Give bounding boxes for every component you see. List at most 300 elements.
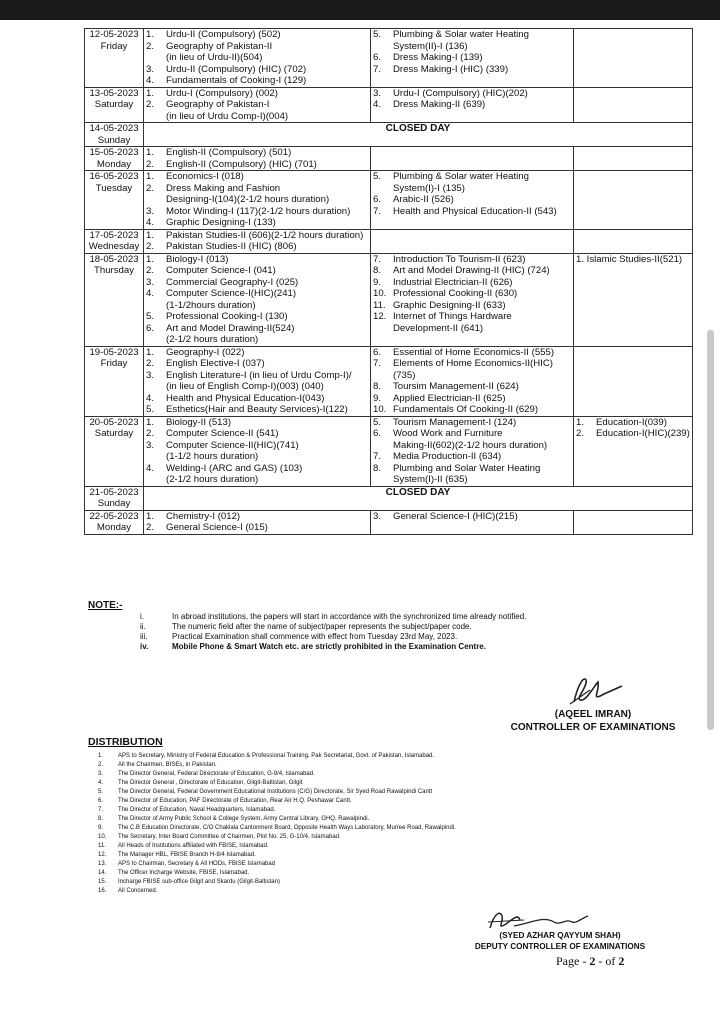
distribution-text: The Secretary, Inter Board Committee of Chairmen, Plot No. 25, G-10/4, Islamabad. xyxy=(118,834,341,840)
subject-item xyxy=(144,440,370,452)
subject-number: 1. xyxy=(146,171,155,182)
distribution-number: 15. xyxy=(98,879,107,885)
distribution-item xyxy=(98,806,456,815)
distribution-item xyxy=(98,824,456,833)
note-item xyxy=(140,622,526,632)
subject-text: Health and Physical Education-II (543) xyxy=(393,205,557,217)
exam-date: 15-05-2023 xyxy=(89,147,139,158)
subject-text: Dress Making-I (HIC) (339) xyxy=(393,63,509,75)
subject-number: 5. xyxy=(373,416,382,428)
subject-number: 10. xyxy=(373,288,387,299)
subject-item xyxy=(371,29,573,41)
subjects-cell xyxy=(574,147,693,171)
distribution-item xyxy=(98,842,456,851)
subject-number xyxy=(146,111,166,123)
exam-day: Monday xyxy=(96,158,132,170)
exam-date: 18-05-2023 xyxy=(89,253,139,265)
distribution-item xyxy=(98,779,456,788)
exam-date: 13-05-2023 xyxy=(89,87,139,99)
subject-item xyxy=(371,52,573,64)
subject-text: Plumbing & Solar water Heating xyxy=(393,171,529,182)
distribution-text: All Heads of Institutions affiliated with FBISE, Islamabad. xyxy=(118,843,269,849)
exam-date: 20-05-2023 xyxy=(89,416,139,428)
subject-item xyxy=(144,511,370,523)
subject-text: Computer Science-II (541) xyxy=(166,428,279,439)
subject-item xyxy=(371,64,573,76)
subject-number xyxy=(146,52,166,64)
subject-text: Fundamentals Of Cooking-II (629) xyxy=(393,404,539,415)
subject-item xyxy=(371,99,573,111)
exam-schedule-table xyxy=(84,28,693,535)
schedule-row xyxy=(85,510,693,534)
subjects-cell xyxy=(371,229,574,253)
subject-text: (in lieu of English Comp-I)(003) (040) xyxy=(166,381,324,392)
subject-item xyxy=(371,88,573,100)
subject-text: (1-1/2hours duration) xyxy=(166,299,256,311)
subject-item xyxy=(371,404,573,416)
subject-number: 2. xyxy=(146,265,155,276)
distribution-number: 7. xyxy=(98,807,104,813)
subject-number: 5. xyxy=(146,311,155,322)
date-cell xyxy=(85,229,144,253)
subject-text: Tourism Management-I (124) xyxy=(393,416,517,428)
distribution-number: 14. xyxy=(98,870,107,876)
subject-item xyxy=(371,277,573,289)
subject-number: 1. xyxy=(146,29,155,40)
subject-text: Making-II(602)(2-1/2 hours duration) xyxy=(393,439,548,451)
subject-number: 1. xyxy=(146,510,155,522)
schedule-row xyxy=(85,229,693,253)
exam-day: Friday xyxy=(100,358,128,369)
subject-number: 6. xyxy=(373,346,382,358)
subject-text: Elements of Home Economics-II(HIC)(735) xyxy=(393,358,553,381)
top-bar xyxy=(0,0,720,20)
subjects-cell xyxy=(371,346,574,416)
subject-text: Urdu-I (Compulsory) (HIC)(202) xyxy=(393,87,528,99)
subject-number: 7. xyxy=(373,358,382,369)
distribution-text: APS to Chairman, Secretary & All HODs, FBISE Islamabad xyxy=(118,861,276,867)
subject-number: 6. xyxy=(146,322,155,334)
distribution-number: 2. xyxy=(98,762,104,768)
subject-text: Designing-I(104)(2-1/2 hours duration) xyxy=(166,194,330,205)
note-item xyxy=(140,632,526,642)
subject-number: 5. xyxy=(373,29,382,40)
subject-text: Professional Cooking-II (630) xyxy=(393,288,518,299)
page-number xyxy=(556,954,624,969)
subjects-cell xyxy=(144,87,371,123)
subject-number: 3. xyxy=(146,439,155,451)
subject-item xyxy=(371,451,573,463)
subjects-cell xyxy=(574,510,693,534)
subject-text: Urdu-I (Compulsory) (002) xyxy=(166,87,278,99)
subject-number: 8. xyxy=(373,265,382,276)
subject-text: Biology-I (013) xyxy=(166,253,229,265)
subject-text: Media Production-II (634) xyxy=(393,451,502,462)
note-number: i. xyxy=(140,612,144,621)
schedule-row xyxy=(85,171,693,230)
subject-text: Toursim Management-II (624) xyxy=(393,381,519,392)
distribution-text: The Director General, Federal Government Educational Institutions (C/G) Directorate, Sir Syed Road Rawalpindi Cantt xyxy=(118,789,433,795)
subject-item xyxy=(371,254,573,266)
subject-number: 9. xyxy=(373,276,382,288)
subjects-cell xyxy=(574,29,693,88)
subject-item xyxy=(144,41,370,53)
subject-text: Pakistan Studies-II (606)(2-1/2 hours duration) xyxy=(166,229,364,241)
subject-item xyxy=(371,311,573,323)
subject-number: 1. xyxy=(146,416,155,428)
subject-text: Plumbing & Solar water Heating xyxy=(393,29,529,40)
subject-text: English Elective-I (037) xyxy=(166,358,265,369)
subject-item xyxy=(144,417,370,429)
note-item xyxy=(140,642,526,652)
exam-date: 19-05-2023 xyxy=(89,346,139,358)
subject-number: 4. xyxy=(146,462,155,474)
subject-item xyxy=(371,288,573,300)
distribution-item xyxy=(98,851,456,860)
subject-number xyxy=(373,323,393,335)
subject-number xyxy=(146,334,166,346)
schedule-row xyxy=(85,87,693,123)
subject-item xyxy=(371,474,573,486)
subject-text: Computer Science-I (041) xyxy=(166,265,276,276)
note-number: iii. xyxy=(140,632,148,641)
note-text: The numeric field after the name of subject/paper represents the subject/paper code. xyxy=(172,622,472,631)
distribution-number: 5. xyxy=(98,789,104,795)
distribution-number: 12. xyxy=(98,852,107,858)
subject-number xyxy=(146,194,166,206)
subject-number: 3. xyxy=(146,369,155,381)
subject-number xyxy=(373,41,393,53)
distribution-text: Incharge FBISE sub-office Gilgit and Skardu (Gilgit-Baltistan) xyxy=(118,879,280,885)
distribution-text: The Director General , Directorate of Education, Gilgit-Baltistan, Gilgit xyxy=(118,780,303,786)
distribution-number: 13. xyxy=(98,861,107,867)
subject-text: Graphic Designing-I (133) xyxy=(166,217,276,228)
subject-item xyxy=(371,417,573,429)
subject-text: System(II)-I (136) xyxy=(393,40,468,52)
subject-item xyxy=(371,41,573,53)
subject-number: 2. xyxy=(146,428,155,439)
closed-day-cell: CLOSED DAY xyxy=(144,486,693,510)
subject-item xyxy=(144,254,370,266)
subject-number xyxy=(146,300,166,312)
subject-number: 3. xyxy=(146,276,155,288)
distribution-text: All the Chairmen, BISEs, in Pakistan. xyxy=(118,762,217,768)
exam-date: 16-05-2023 xyxy=(89,171,139,182)
scrollbar[interactable] xyxy=(707,330,714,730)
subjects-cell xyxy=(144,229,371,253)
page-prefix: Page - xyxy=(556,954,587,968)
subject-text: Dress Making-II (639) xyxy=(393,99,486,110)
subject-item xyxy=(144,451,370,463)
subject-item xyxy=(144,404,370,416)
subject-number: 5. xyxy=(146,404,155,415)
subject-number: 1. xyxy=(146,229,155,241)
subject-number: 1. xyxy=(146,346,155,358)
schedule-row xyxy=(85,346,693,416)
exam-day: Saturday xyxy=(94,428,134,439)
subject-text: Esthetics(Hair and Beauty Services)-I(122) xyxy=(166,404,348,415)
subject-number: 2. xyxy=(146,522,155,533)
exam-day: Monday xyxy=(96,522,132,533)
subjects-cell xyxy=(371,29,574,88)
subject-number xyxy=(146,451,166,463)
subject-number: 6. xyxy=(373,428,382,439)
date-cell xyxy=(85,147,144,171)
subject-number xyxy=(373,440,393,452)
subject-item xyxy=(144,111,370,123)
subjects-cell xyxy=(371,87,574,123)
subject-number: 7. xyxy=(373,451,382,462)
subject-text: Development-II (641) xyxy=(393,322,484,334)
subject-number: 4. xyxy=(146,392,155,404)
subject-item xyxy=(144,393,370,405)
exam-date: 21-05-2023 xyxy=(89,486,139,498)
subject-number: 7. xyxy=(373,205,382,217)
subject-text: Chemistry-I (012) xyxy=(166,510,241,522)
schedule-row xyxy=(85,253,693,346)
subject-item xyxy=(144,323,370,335)
subject-text: Arabic-II (526) xyxy=(393,194,454,205)
controller-name: (AQEEL IMRAN) xyxy=(554,709,632,720)
subject-number: 1. xyxy=(146,253,155,265)
subject-number: 11. xyxy=(373,299,386,311)
subject-item xyxy=(144,230,370,242)
subjects-cell xyxy=(574,171,693,230)
subject-text: Essential of Home Economics-II (555) xyxy=(393,346,555,358)
subject-text: Computer Science-II(HIC)(741) xyxy=(166,439,299,451)
subject-text: Education-I(039) xyxy=(596,416,667,428)
exam-date: 17-05-2023 xyxy=(89,229,139,241)
date-cell xyxy=(85,486,144,510)
subject-text: English-II (Compulsory) (501) xyxy=(166,147,292,158)
subject-text: Introduction To Tourism-II (623) xyxy=(393,253,526,265)
subject-item xyxy=(574,254,692,266)
date-cell xyxy=(85,87,144,123)
subject-text: (2-1/2 hours duration) xyxy=(166,474,259,485)
distribution-item xyxy=(98,878,456,887)
subject-item xyxy=(144,171,370,183)
distribution-text: The C.B Education Directorate, C/O Chaklala Cantonment Board, Opposite Health Ways Laboratory, Murree Road, Rawalpindi. xyxy=(118,825,456,831)
subject-text: (in lieu of Urdu Comp-I)(004) xyxy=(166,110,289,122)
subjects-cell xyxy=(144,416,371,486)
distribution-item xyxy=(98,860,456,869)
subject-item xyxy=(371,206,573,218)
subject-text: Plumbing and Solar Water Heating xyxy=(393,462,541,474)
subject-text: Art and Model Drawing-II (HIC) (724) xyxy=(393,265,550,276)
subject-item xyxy=(371,347,573,359)
note-heading: NOTE:- xyxy=(88,600,123,611)
subject-number: 6. xyxy=(373,52,382,63)
subject-number: 4. xyxy=(146,288,155,299)
distribution-heading: DISTRIBUTION xyxy=(88,736,163,748)
subject-text: Dress Making and Fashion xyxy=(166,182,281,194)
controller-block xyxy=(508,708,678,734)
distribution-text: APS to Secretary, Ministry of Federal Education & Professional Training, Pak Secretariat, Govt. of Pakistan, Islamabad. xyxy=(118,753,435,759)
subject-item xyxy=(144,265,370,277)
subject-item xyxy=(144,347,370,359)
subject-number: 2. xyxy=(146,99,155,110)
subject-number: 1. xyxy=(146,87,155,99)
subject-item xyxy=(144,206,370,218)
subjects-cell xyxy=(574,87,693,123)
subject-text: (2-1/2 hours duration) xyxy=(166,334,259,345)
subjects-cell xyxy=(371,253,574,346)
subject-text: Art and Model Drawing-II(524) xyxy=(166,322,295,334)
subject-number: 5. xyxy=(373,171,382,182)
distribution-item xyxy=(98,815,456,824)
subject-number xyxy=(146,474,166,486)
subjects-cell xyxy=(574,346,693,416)
distribution-text: The Manager HBL, FBISE Branch H-8/4 Islamabad. xyxy=(118,852,256,858)
page-sep: - of xyxy=(598,954,616,968)
subject-item xyxy=(144,358,370,370)
subject-text: English-II (Compulsory) (HIC) (701) xyxy=(166,158,317,170)
subject-item xyxy=(144,463,370,475)
note-text: In abroad institutions, the papers will start in accordance with the synchronized time already notified. xyxy=(172,612,527,621)
subject-text: Industrial Electrician-II (626) xyxy=(393,276,513,288)
subject-number: 8. xyxy=(373,381,382,392)
distribution-item xyxy=(98,770,456,779)
subject-item xyxy=(371,171,573,183)
subject-item xyxy=(144,311,370,323)
controller-signature xyxy=(560,672,630,708)
subjects-cell xyxy=(144,346,371,416)
subject-text: (1-1/2 hours duration) xyxy=(166,451,259,462)
subject-item xyxy=(144,64,370,76)
subject-item xyxy=(144,522,370,534)
exam-day: Sunday xyxy=(97,498,131,509)
subject-item xyxy=(144,334,370,346)
distribution-text: The Director of Education, Naval Headquarters, Islamabad. xyxy=(118,807,276,813)
distribution-text: The Director of Army Public School & College System, Army Central Library, GHQ, Rawalpindi. xyxy=(118,816,370,822)
subject-item xyxy=(144,29,370,41)
exam-day: Thursday xyxy=(94,265,134,276)
subject-text: Wood Work and Furniture xyxy=(393,428,503,439)
subject-number: 7. xyxy=(373,63,382,75)
subject-number: 2. xyxy=(146,358,155,369)
subjects-cell xyxy=(144,147,371,171)
distribution-text: The Director of Education, PAF Directorate of Education, Rear Air H.Q. Peshawar Cantt. xyxy=(118,798,352,804)
date-cell xyxy=(85,123,144,147)
subject-item xyxy=(144,52,370,64)
deputy-controller-title: DEPUTY CONTROLLER OF EXAMINATIONS xyxy=(474,942,646,951)
subject-text: Geography of Pakistan-I xyxy=(166,99,270,110)
exam-day: Saturday xyxy=(94,99,134,110)
subject-item xyxy=(371,393,573,405)
subjects-cell xyxy=(371,416,574,486)
note-text: Practical Examination shall commence with effect from Tuesday 23rd May, 2023. xyxy=(172,632,458,641)
subject-number xyxy=(373,183,393,195)
distribution-text: The Officer Incharge Website, FBISE, Islamabad. xyxy=(118,870,250,876)
schedule-row xyxy=(85,147,693,171)
exam-day: Friday xyxy=(100,40,128,52)
distribution-item xyxy=(98,869,456,878)
note-number: iv. xyxy=(140,642,149,651)
subject-item xyxy=(371,381,573,393)
distribution-number: 3. xyxy=(98,771,104,777)
subject-number xyxy=(146,381,166,393)
date-cell xyxy=(85,510,144,534)
subject-item xyxy=(144,370,370,382)
subject-item xyxy=(371,183,573,195)
subject-number: 2. xyxy=(146,182,155,194)
subjects-cell xyxy=(144,510,371,534)
distribution-list xyxy=(98,752,456,896)
subject-number: 2. xyxy=(576,428,585,439)
distribution-item xyxy=(98,833,456,842)
distribution-item xyxy=(98,761,456,770)
subject-text: Graphic Designing-II (633) xyxy=(393,299,506,311)
date-cell xyxy=(85,253,144,346)
exam-date: 22-05-2023 xyxy=(89,510,139,522)
subject-text: Pakistan Studies-II (HIC) (806) xyxy=(166,241,297,252)
exam-date: 14-05-2023 xyxy=(89,123,139,134)
subject-number: 1. xyxy=(576,416,585,428)
subject-item xyxy=(144,88,370,100)
distribution-item xyxy=(98,788,456,797)
subject-text: General Science-I (HIC)(215) xyxy=(393,510,518,522)
subject-number: 9. xyxy=(373,392,382,404)
distribution-number: 1. xyxy=(98,753,104,759)
subject-item xyxy=(144,75,370,87)
controller-title: CONTROLLER OF EXAMINATIONS xyxy=(510,722,676,733)
subject-text: Professional Cooking-I (130) xyxy=(166,311,288,322)
subject-text: English Literature-I (in lieu of Urdu Comp-I)/ xyxy=(166,369,352,381)
subject-number: 1. xyxy=(146,147,155,158)
subject-text: Education-I(HIC)(239) xyxy=(596,428,690,439)
subject-number: 3. xyxy=(146,63,155,75)
subject-number: 12. xyxy=(373,311,387,322)
subject-number: 4. xyxy=(373,99,382,110)
page-current: 2 xyxy=(589,954,596,968)
subject-number: 3. xyxy=(373,510,382,522)
subject-text: Health and Physical Education-I(043) xyxy=(166,392,325,404)
note-item xyxy=(140,612,526,622)
subject-text: Urdu-II (Compulsory) (HIC) (702) xyxy=(166,63,307,75)
subject-item xyxy=(144,159,370,171)
subject-item xyxy=(144,474,370,486)
deputy-controller-name: (SYED AZHAR QAYYUM SHAH) xyxy=(499,931,621,940)
distribution-number: 4. xyxy=(98,780,104,786)
subject-item xyxy=(371,440,573,452)
subject-text: Geography of Pakistan-II xyxy=(166,40,273,52)
subject-item xyxy=(371,511,573,523)
subject-item xyxy=(574,417,692,429)
distribution-text: All Concerned. xyxy=(118,888,158,894)
subject-text: Computer Science-I(HIC)(241) xyxy=(166,288,297,299)
subject-text: System(I)-I (135) xyxy=(393,182,465,194)
notes-list xyxy=(140,612,526,652)
subject-item xyxy=(371,194,573,206)
schedule-row xyxy=(85,486,693,510)
schedule-row xyxy=(85,416,693,486)
subjects-cell xyxy=(371,510,574,534)
subject-number: 8. xyxy=(373,462,382,474)
subject-number: 10. xyxy=(373,404,387,415)
subject-text: Urdu-II (Compulsory) (502) xyxy=(166,29,281,40)
subject-item xyxy=(574,428,692,440)
subjects-cell xyxy=(574,253,693,346)
subjects-cell xyxy=(574,416,693,486)
subjects-cell xyxy=(144,29,371,88)
distribution-number: 9. xyxy=(98,825,104,831)
subjects-cell xyxy=(371,147,574,171)
subjects-cell xyxy=(574,229,693,253)
subjects-cell xyxy=(144,253,371,346)
distribution-number: 11. xyxy=(98,843,106,849)
date-cell xyxy=(85,416,144,486)
exam-date: 12-05-2023 xyxy=(89,29,139,40)
